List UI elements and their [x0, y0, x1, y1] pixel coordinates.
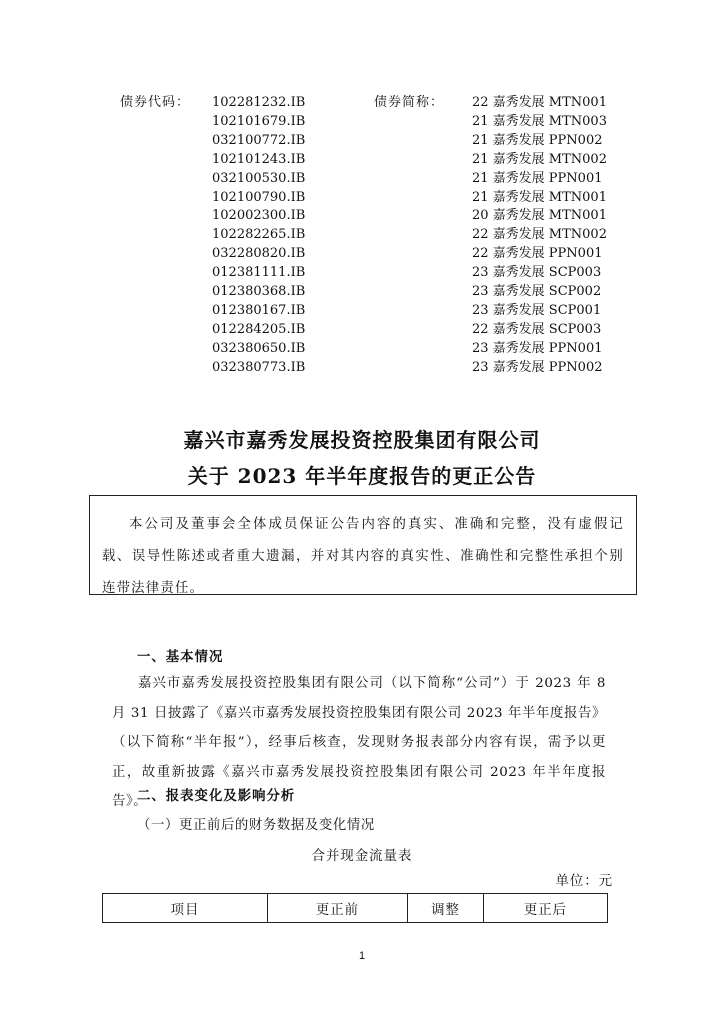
bond-name: 22 嘉秀发展 PPN001: [472, 246, 603, 262]
bond-name: 23 嘉秀发展 SCP003: [472, 265, 602, 281]
section-2-subheading: （一）更正前后的财务数据及变化情况: [137, 818, 375, 833]
bond-code: 012380368.IB: [212, 284, 306, 300]
bond-code: 012381111.IB: [212, 265, 306, 281]
bond-name: 20 嘉秀发展 MTN001: [472, 208, 607, 224]
bond-code: 102101679.IB: [212, 113, 306, 129]
page-number: 1: [358, 950, 366, 962]
bond-name: 22 嘉秀发展 MTN002: [472, 227, 607, 243]
bond-code: 032100530.IB: [212, 170, 306, 186]
bond-name: 21 嘉秀发展 MTN002: [472, 151, 607, 167]
bond-name-list: [472, 94, 607, 378]
bond-name: 23 嘉秀发展 PPN001: [472, 340, 603, 356]
bond-code: 102281232.IB: [212, 95, 306, 110]
bond-name: 23 嘉秀发展 SCP002: [472, 284, 602, 300]
col-header-item: 项目: [103, 894, 268, 923]
bond-code: 032380650.IB: [212, 340, 306, 356]
bond-name: 23 嘉秀发展 SCP001: [472, 302, 602, 318]
bond-code: 012380167.IB: [212, 302, 306, 318]
bond-code-list: [212, 94, 305, 378]
col-header-adjust: 调整: [408, 894, 484, 923]
bond-name: 22 嘉秀发展 MTN001: [472, 95, 607, 110]
bond-code: 102100790.IB: [212, 189, 306, 205]
bond-name-label: 债券简称：: [374, 95, 445, 110]
bond-code-label: 债券代码：: [120, 95, 191, 110]
document-title-line-1: 嘉兴市嘉秀发展投资控股集团有限公司: [183, 428, 541, 452]
bond-name: 23 嘉秀发展 PPN002: [472, 359, 603, 375]
bond-code: 102282265.IB: [212, 227, 306, 243]
bond-code: 032100772.IB: [212, 132, 306, 148]
table-title: 合并现金流量表: [311, 849, 413, 864]
document-title-line-2: 关于 2023 年半年度报告的更正公告: [187, 464, 537, 488]
col-header-after: 更正后: [484, 894, 608, 923]
col-header-before: 更正前: [268, 894, 408, 923]
section-1-heading: 一、基本情况: [137, 649, 224, 665]
bond-code: 102101243.IB: [212, 151, 306, 167]
disclaimer-box: 本公司及董事会全体成员保证公告内容的真实、准确和完整，没有虚假记载、误导性陈述或者重大遗漏，并对其内容的真实性、准确性和完整性承担个别连带法律责任。: [89, 495, 637, 595]
unit-label: 单位：元: [555, 874, 613, 889]
bond-code: 102002300.IB: [212, 208, 306, 224]
section-1-body: 嘉兴市嘉秀发展投资控股集团有限公司（以下简称“公司”）于 2023 年 8 月 31 日披露了《嘉兴市嘉秀发展投资控股集团有限公司 2023 年半年度报告》（以下简称“半年报”），经事后核查，发现财务报表部分内容有误，需予以更正，故重新披露《嘉兴市嘉秀发展投资控股集团有限公司 2023 年半年度报告》。: [112, 676, 606, 810]
bond-code: 012284205.IB: [212, 321, 306, 337]
bond-name: 22 嘉秀发展 SCP003: [472, 321, 602, 337]
bond-code: 032280820.IB: [212, 246, 306, 262]
bond-code: 032380773.IB: [212, 359, 306, 375]
cash-flow-table: [102, 893, 608, 923]
table-header-row: [103, 894, 608, 923]
bond-name: 21 嘉秀发展 MTN003: [472, 113, 607, 129]
section-2-heading: 二、报表变化及影响分析: [137, 788, 296, 804]
bond-name: 21 嘉秀发展 MTN001: [472, 189, 607, 205]
bond-name: 21 嘉秀发展 PPN002: [472, 132, 603, 148]
bond-name: 21 嘉秀发展 PPN001: [472, 170, 603, 186]
